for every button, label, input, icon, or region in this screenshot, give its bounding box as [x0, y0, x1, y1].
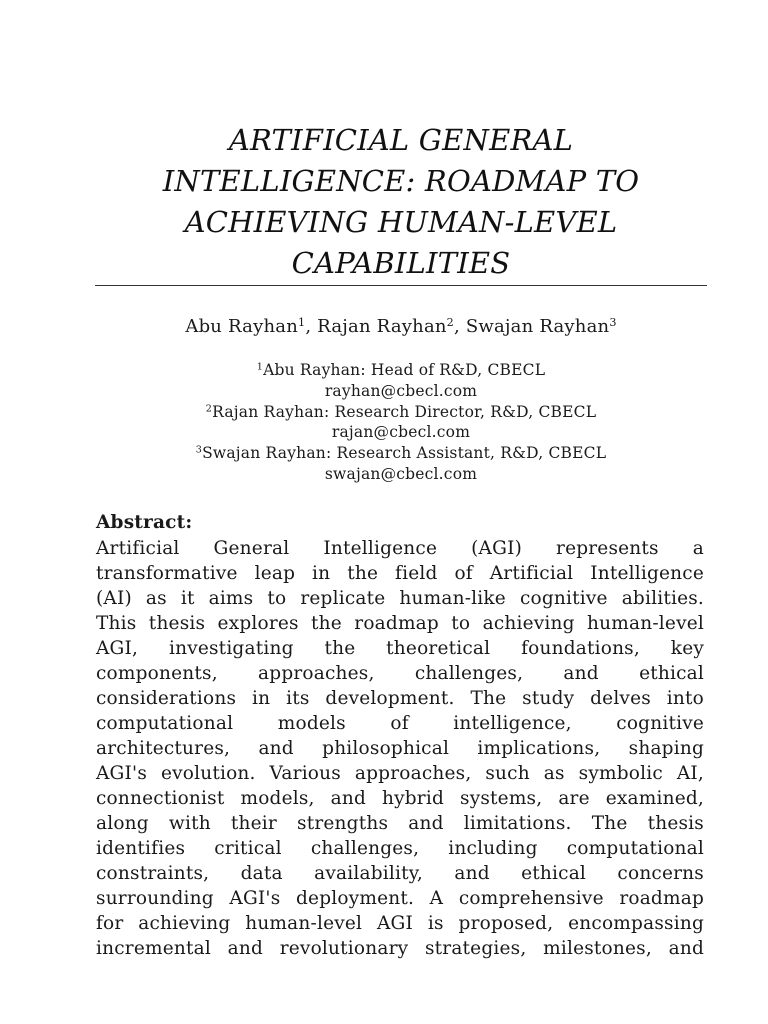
paper-title: [96, 120, 706, 284]
affiliation-mark: 2: [205, 403, 213, 415]
abstract-line: incremental and revolutionary strategies, milestones, and: [96, 938, 704, 959]
abstract-line: for achieving human-level AGI is proposed, encompassing: [96, 913, 704, 934]
author-name: Swajan Rayhan: [465, 316, 610, 337]
affiliation-email: rayhan@cbecl.com: [324, 381, 478, 400]
abstract-line: connectionist models, and hybrid systems, are examined,: [96, 788, 704, 809]
abstract-line: (AI) as it aims to replicate human-like cognitive abilities.: [96, 588, 704, 609]
affiliation-mark: 1: [256, 361, 264, 373]
abstract-line: identifies critical challenges, including computational: [96, 838, 704, 859]
abstract-line: constraints, data availability, and ethical concerns: [96, 863, 704, 884]
affiliation-mark: 3: [195, 444, 203, 456]
author-mark: 3: [609, 315, 617, 329]
abstract-line: Artificial General Intelligence (AGI) represents a: [96, 538, 704, 559]
abstract-line: surrounding AGI's deployment. A comprehensive roadmap: [96, 888, 704, 909]
abstract-line: This thesis explores the roadmap to achieving human-level: [96, 613, 704, 634]
title-divider: [95, 285, 707, 286]
abstract-body: [96, 536, 704, 961]
abstract-line: AGI, investigating the theoretical foundations, key: [96, 638, 704, 659]
author-separator: ,: [305, 316, 318, 337]
abstract-section: [96, 511, 704, 961]
affiliation-text: Abu Rayhan: Head of R&D, CBECL: [263, 361, 546, 379]
abstract-line: computational models of intelligence, cognitive: [96, 713, 704, 734]
affiliation-email: rajan@cbecl.com: [331, 423, 471, 442]
affiliation-list: [96, 360, 706, 485]
affiliation: [96, 360, 706, 381]
affiliation-text: Swajan Rayhan: Research Assistant, R&D, CBECL: [202, 444, 607, 463]
author-mark: 1: [298, 315, 306, 329]
author-name: Abu Rayhan: [185, 316, 298, 337]
affiliation-text: Rajan Rayhan: Research Director, R&D, CBECL: [212, 402, 597, 421]
author-name: Rajan Rayhan: [317, 316, 447, 337]
title-line: CAPABILITIES: [291, 246, 511, 280]
title-line: ACHIEVING HUMAN-LEVEL: [184, 205, 618, 239]
abstract-line: transformative leap in the field of Artificial Intelligence: [96, 563, 704, 584]
abstract-heading: Abstract:: [96, 512, 193, 533]
author-list: [96, 315, 706, 339]
title-line: INTELLIGENCE: ROADMAP TO: [162, 164, 640, 198]
affiliation: [96, 402, 706, 423]
abstract-line: architectures, and philosophical implications, shaping: [96, 738, 704, 759]
affiliation-email: swajan@cbecl.com: [324, 464, 478, 483]
abstract-line: AGI's evolution. Various approaches, such as symbolic AI,: [96, 763, 704, 784]
title-line: ARTIFICIAL GENERAL: [228, 123, 574, 157]
abstract-line: along with their strengths and limitations. The thesis: [96, 813, 704, 834]
abstract-line: considerations in its development. The study delves into: [96, 688, 704, 709]
author-mark: 2: [446, 315, 454, 329]
affiliation: [96, 443, 706, 464]
abstract-line: components, approaches, challenges, and ethical: [96, 663, 704, 684]
author-separator: ,: [453, 316, 466, 337]
title-block: [96, 120, 706, 284]
